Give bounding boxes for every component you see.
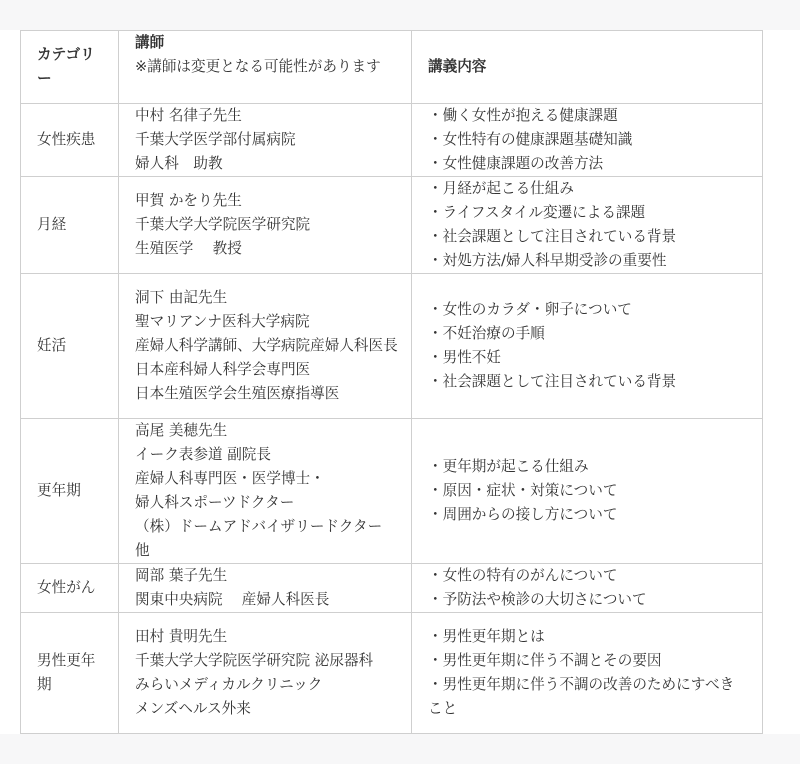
instructor-line: （株）ドームアドバイザリードクター 他 [135,518,397,559]
row-content [412,177,763,274]
row-category: 更年期 [21,419,119,564]
row-instructor [119,274,412,419]
row-instructor [119,177,412,274]
instructor-line: 千葉大学医学部付属病院 [135,131,296,148]
row-content [412,419,763,564]
document-sheet [0,30,800,734]
instructor-line: 千葉大学大学院医学研究院 [135,216,311,233]
instructor-line: 洞下 由記先生 [135,289,228,306]
content-line: ・男性不妊 [428,349,501,366]
row-content [412,564,763,613]
table-row [21,274,763,419]
content-line: ・予防法や検診の大切さについて [428,591,647,608]
row-content [412,613,763,734]
bottom-margin [0,734,800,764]
row-instructor [119,613,412,734]
instructor-line: 産婦人科学講師、大学病院産婦人科医長 [135,337,398,354]
instructor-line: 婦人科 助教 [135,155,223,172]
table-row [21,419,763,564]
instructor-line: みらいメディカルクリニック [135,676,323,693]
content-line: ・男性更年期とは [428,628,545,645]
lecture-table [20,30,763,734]
content-line: ・更年期が起こる仕組み [428,458,589,475]
instructor-line: 産婦人科専門医・医学博士・ [135,470,325,487]
row-instructor [119,564,412,613]
row-category: 女性がん [21,564,119,613]
header-instructor-note: ※講師は変更となる可能性があります [135,58,381,75]
table-row [21,177,763,274]
instructor-line: 日本産科婦人科学会専門医 [135,361,311,378]
row-instructor [119,104,412,177]
content-line: ・原因・症状・対策について [428,482,618,499]
instructor-line: 岡部 葉子先生 [135,567,228,584]
content-line: ・女性特有の健康課題基礎知識 [428,131,633,148]
header-instructor [119,31,412,104]
row-content [412,274,763,419]
content-line: ・女性の特有のがんについて [428,567,618,584]
row-content [412,104,763,177]
content-line: ・女性のカラダ・卵子について [428,301,632,318]
row-category: 月経 [21,177,119,274]
instructor-line: 千葉大学大学院医学研究院 泌尿器科 [135,652,374,669]
content-line: ・社会課題として注目されている背景 [428,373,677,390]
top-margin [0,0,800,30]
instructor-line: イーク表参道 副院長 [135,446,271,463]
instructor-line: 高尾 美穂先生 [135,422,228,439]
content-line: ・働く女性が抱える健康課題 [428,107,618,124]
instructor-line: 田村 貴明先生 [135,628,228,645]
table-row [21,613,763,734]
header-category: カテゴリー [21,31,119,104]
row-category: 女性疾患 [21,104,119,177]
content-line: ・周囲からの接し方について [428,506,618,523]
content-line: ・社会課題として注目されている背景 [428,228,677,245]
content-line: ・ライフスタイル変遷による課題 [428,204,646,221]
row-category: 男性更年期 [21,613,119,734]
instructor-line: 生殖医学 教授 [135,240,242,257]
content-line: ・対処方法/婦人科早期受診の重要性 [428,252,667,269]
instructor-line: 関東中央病院 産婦人科医長 [135,591,330,608]
instructor-line: 甲賀 かをり先生 [135,192,242,209]
row-instructor [119,419,412,564]
table-row [21,564,763,613]
header-content: 講義内容 [412,31,763,104]
content-line: ・不妊治療の手順 [428,325,545,342]
header-row [21,31,763,104]
instructor-line: 日本生殖医学会生殖医療指導医 [135,385,340,402]
content-line: ・男性更年期に伴う不調とその要因 [428,652,662,669]
instructor-line: 中村 名律子先生 [135,107,242,124]
instructor-line: 婦人科スポーツドクター [135,494,295,511]
table-row [21,104,763,177]
instructor-line: メンズヘルス外来 [135,700,251,717]
content-line: ・月経が起こる仕組み [428,180,574,197]
content-line: ・女性健康課題の改善方法 [428,155,604,172]
instructor-line: 聖マリアンナ医科大学病院 [135,313,310,330]
content-line: ・男性更年期に伴う不調の改善のためにすべきこと [428,676,735,717]
header-instructor-label: 講師 [135,34,165,51]
row-category: 妊活 [21,274,119,419]
